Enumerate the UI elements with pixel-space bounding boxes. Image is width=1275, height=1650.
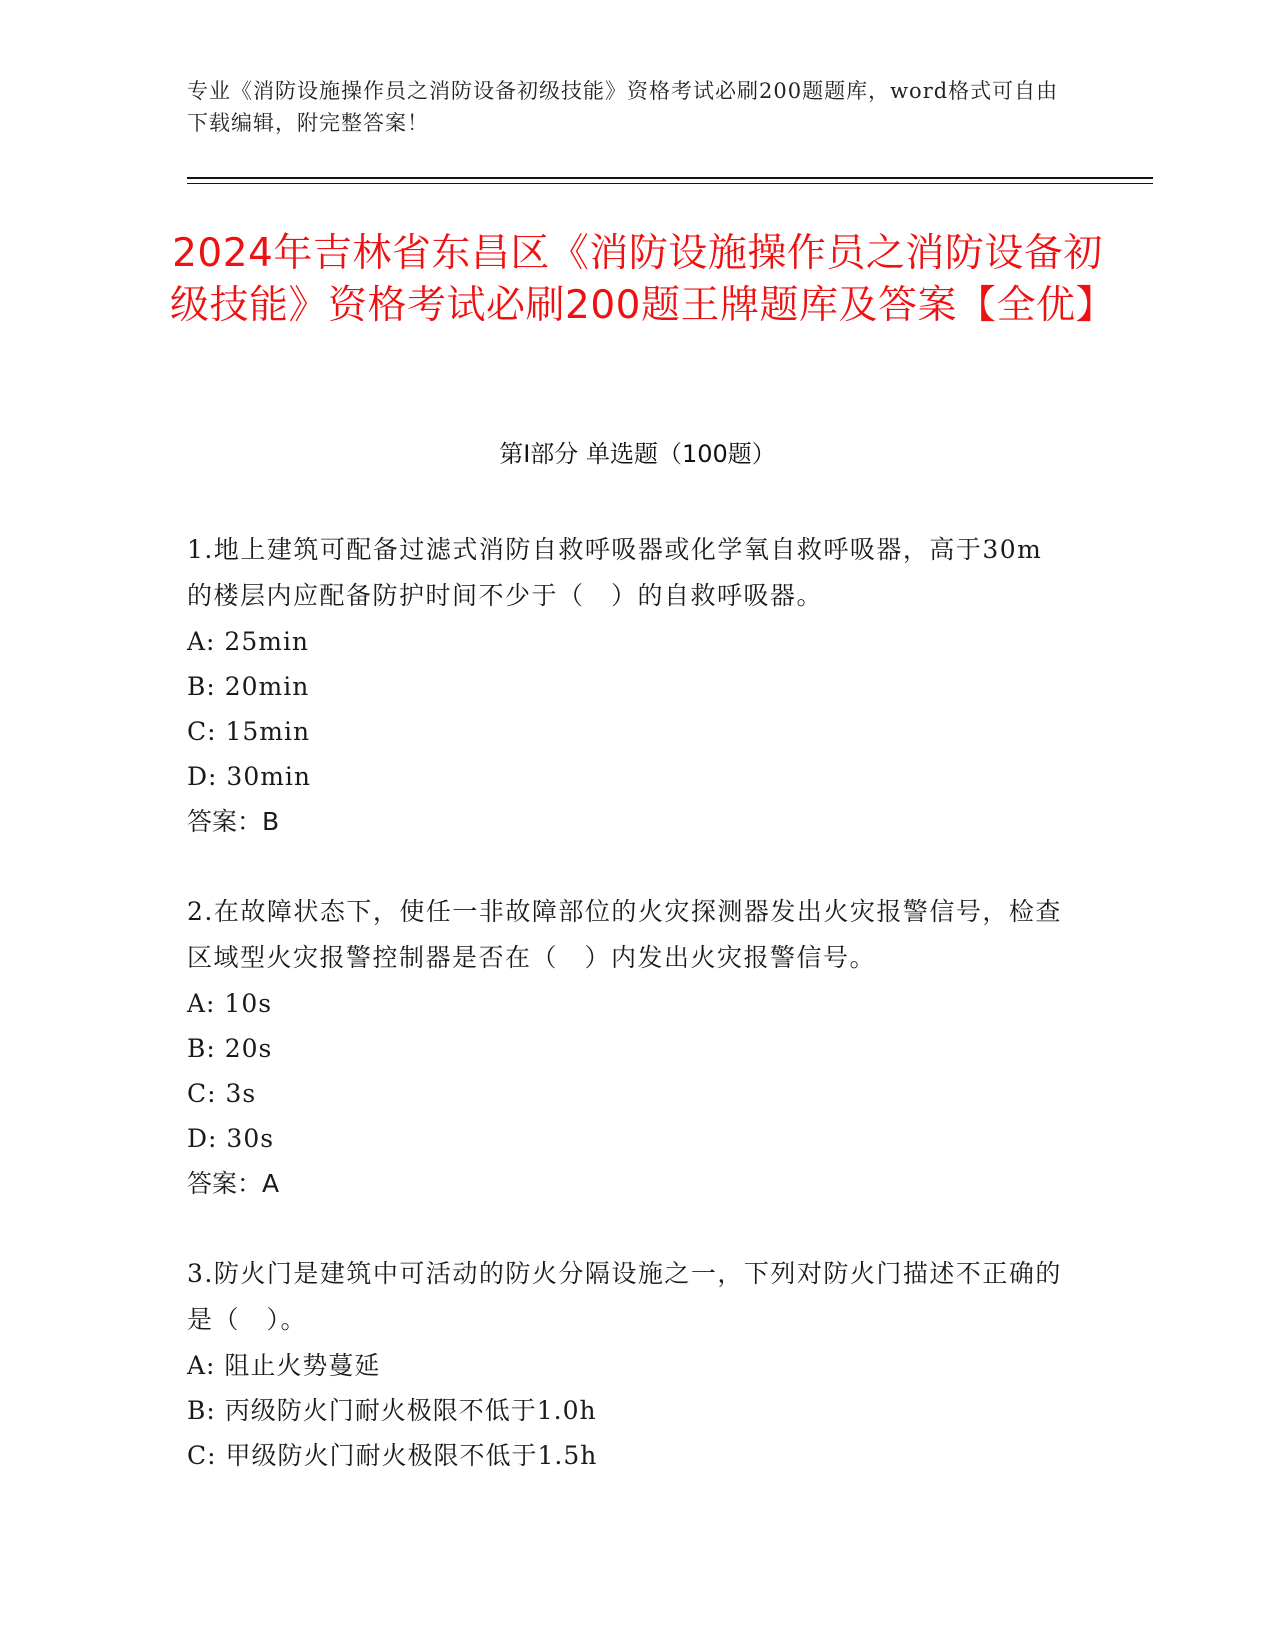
answer: 答案：B [187,807,280,836]
header-note: 专业《消防设施操作员之消防设备初级技能》资格考试必刷200题题库，word格式可自由下载编辑，附完整答案！ [187,79,1059,135]
answer: 答案：A [187,1169,280,1198]
header-divider-thick [187,177,1153,179]
option-c: C: 3s [187,1079,257,1108]
option-a: A: 25min [187,627,310,656]
option-a: A: 阻止火势蔓延 [187,1351,381,1380]
question-stem: 1.地上建筑可配备过滤式消防自救呼吸器或化学氧自救呼吸器，高于30m的楼层内应配备防护时间不少于（ ）的自救呼吸器。 [187,535,1043,610]
option-d: D: 30min [187,762,312,791]
document-title: 2024年吉林省东昌区《消防设施操作员之消防设备初级技能》资格考试必刷200题王牌题库及答案【全优】 [170,231,1115,328]
header-divider-thin [187,183,1153,184]
question-stem: 2.在故障状态下，使任一非故障部位的火灾探测器发出火灾报警信号，检查区域型火灾报警控制器是否在（ ）内发出火灾报警信号。 [187,897,1062,972]
option-b: B: 丙级防火门耐火极限不低于1.0h [187,1396,597,1425]
option-b: B: 20s [187,1034,273,1063]
question-list [187,527,1067,1523]
question-2 [187,889,1067,1206]
option-a: A: 10s [187,989,273,1018]
question-3 [187,1251,1067,1478]
option-b: B: 20min [187,672,310,701]
option-c: C: 15min [187,717,311,746]
option-d: D: 30s [187,1124,275,1153]
option-c: C: 甲级防火门耐火极限不低于1.5h [187,1441,598,1470]
section-title: 第Ⅰ部分 单选题（100题） [499,440,776,468]
question-stem: 3.防火门是建筑中可活动的防火分隔设施之一，下列对防火门描述不正确的是（ ）。 [187,1259,1062,1334]
question-1 [187,527,1067,844]
